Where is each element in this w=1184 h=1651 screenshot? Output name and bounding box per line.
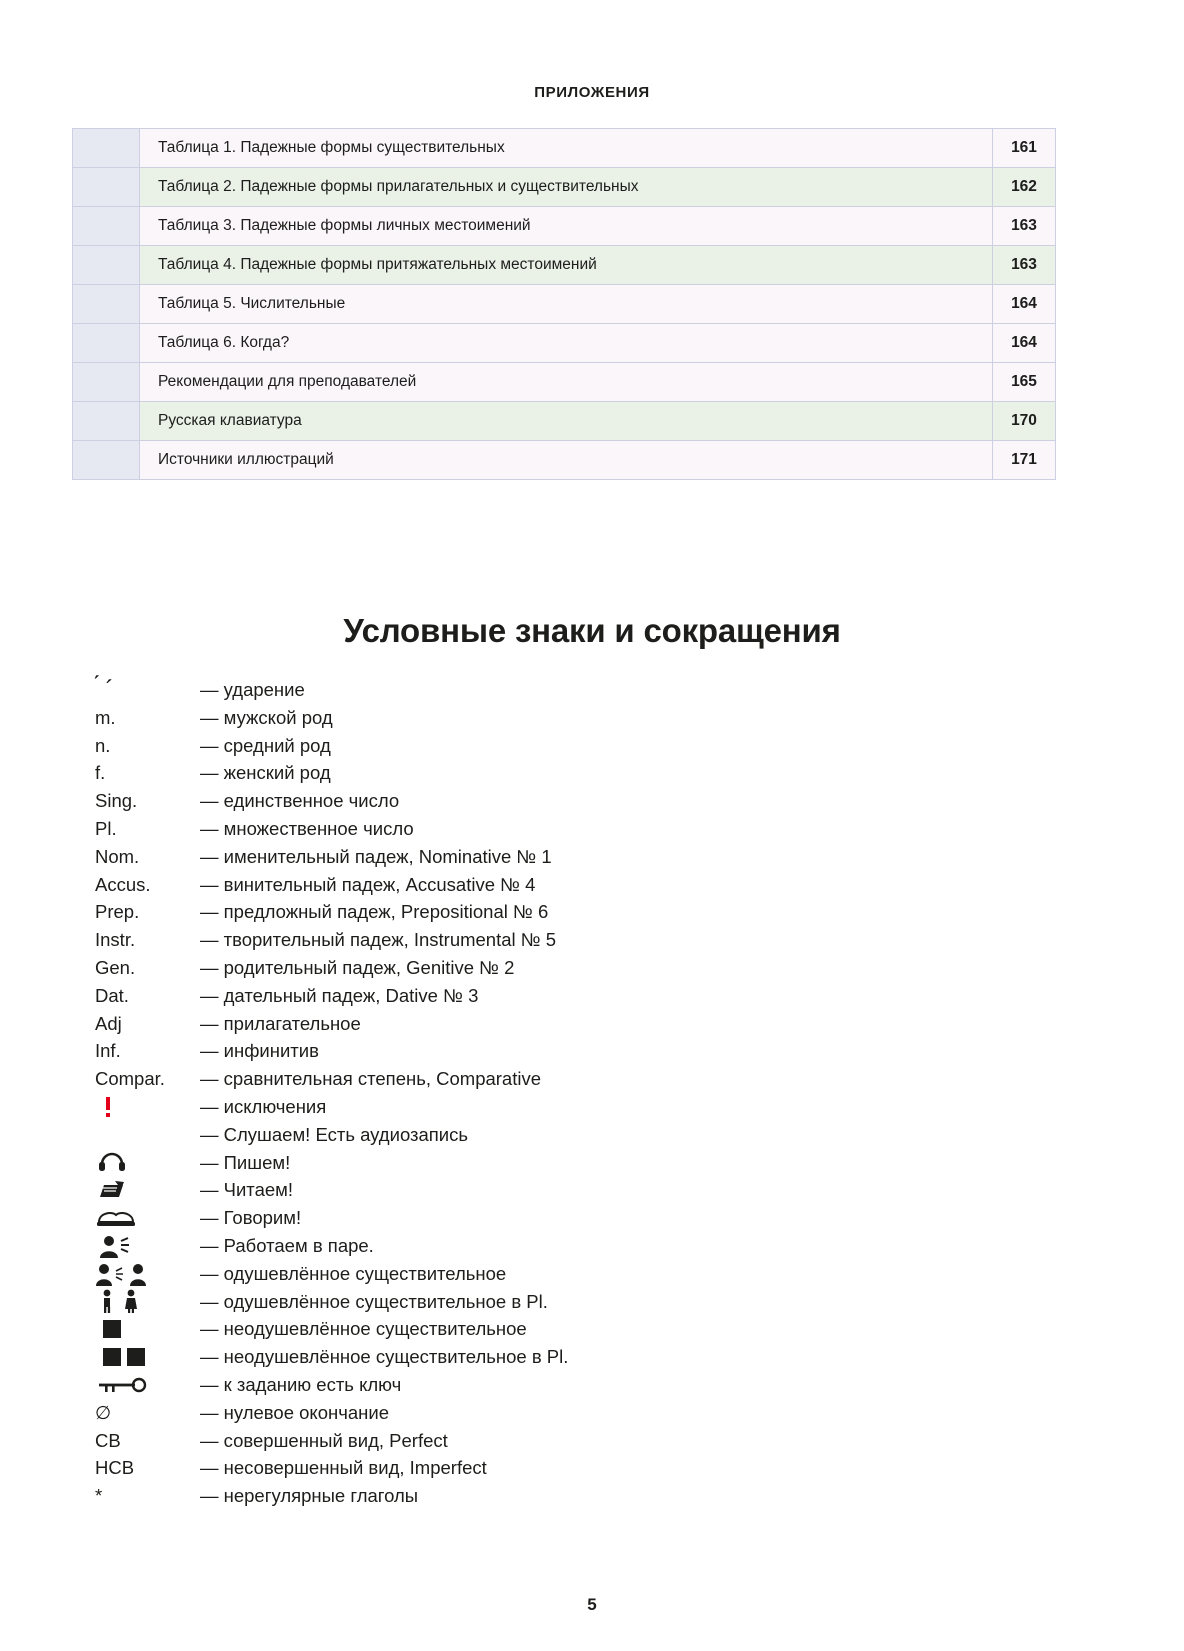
symbol-key: Gen. (95, 956, 136, 978)
symbol-key: Instr. (95, 929, 136, 951)
list-item (95, 1482, 995, 1510)
symbol-description: — именительный падеж, Nominative № 1 (200, 845, 552, 867)
symbol-description: — творительный падеж, Instrumental № 5 (200, 929, 557, 951)
symbol-description: — ударение (200, 679, 305, 700)
list-item (95, 1010, 995, 1038)
symbol-description: — средний род (200, 734, 331, 756)
symbol-description: — дательный падеж, Dative № 3 (200, 984, 479, 1006)
appendix-heading: ПРИЛОЖЕНИЯ (534, 84, 650, 101)
list-item (95, 1149, 995, 1177)
list-item (95, 1204, 995, 1232)
symbol-description: — винительный падеж, Accusative № 4 (200, 873, 536, 895)
acute-accent-icon: ́ ´ (99, 675, 114, 703)
symbol-description: — одушевлённое существительное в Pl. (200, 1290, 548, 1312)
symbol-description: — Пишем! (200, 1151, 291, 1173)
list-item (95, 1399, 995, 1427)
symbol-key: НСВ (95, 1457, 135, 1479)
symbols-section-title: Условные знаки и сокращения (343, 612, 841, 649)
exclamation-red-icon (95, 1093, 200, 1121)
list-item (95, 1343, 995, 1371)
toc-entry-title: Таблица 6. Когда? (140, 324, 993, 363)
list-item (95, 871, 995, 899)
symbol-description: — Говорим! (200, 1207, 302, 1229)
audio-icon (95, 1121, 200, 1149)
list-item (95, 1288, 995, 1316)
toc-entry-page: 162 (993, 168, 1056, 207)
symbol-key: m. (95, 706, 116, 728)
symbol-description: — одушевлённое существительное (200, 1262, 507, 1284)
list-item (95, 843, 995, 871)
toc-entry-title: Таблица 3. Падежные формы личных местоимений (140, 207, 993, 246)
table-row[interactable] (73, 363, 1056, 402)
symbol-description: — к заданию есть ключ (200, 1373, 402, 1395)
toc-body (73, 129, 1056, 480)
toc-entry-page: 165 (993, 363, 1056, 402)
row-marker (73, 324, 140, 363)
symbol-key: Nom. (95, 845, 140, 867)
list-item (95, 954, 995, 982)
symbol-description: — исключения (200, 1095, 327, 1117)
toc-entry-title: Таблица 4. Падежные формы притяжательных местоимений (140, 246, 993, 285)
toc-entry-page: 170 (993, 402, 1056, 441)
list-item (95, 759, 995, 787)
key-icon (95, 1371, 200, 1399)
list-item (95, 1176, 995, 1204)
symbol-description: — Читаем! (200, 1179, 294, 1201)
toc-entry-title: Таблица 1. Падежные формы существительных (140, 129, 993, 168)
toc-entry-page: 163 (993, 246, 1056, 285)
symbol-description: — совершенный вид, Perfect (200, 1429, 448, 1451)
double-square-icon (95, 1343, 200, 1371)
symbol-description: — мужской род (200, 706, 333, 728)
symbol-key: СВ (95, 1429, 121, 1451)
symbol-key: f. (95, 762, 106, 784)
row-marker (73, 207, 140, 246)
writing-hand-icon (95, 1176, 200, 1204)
page-number: 5 (587, 1595, 597, 1614)
symbol-description: — неодушевлённое существительное (200, 1318, 527, 1340)
row-marker (73, 402, 140, 441)
list-item (95, 1093, 995, 1121)
list-item (95, 1121, 995, 1149)
two-heads-talking-icon (95, 1260, 200, 1288)
two-people-icon (95, 1288, 200, 1316)
open-book-icon (95, 1204, 200, 1232)
symbol-description: — несовершенный вид, Imperfect (200, 1457, 487, 1479)
speaking-head-icon (95, 1232, 200, 1260)
symbol-key: Pl. (95, 817, 117, 839)
list-item (95, 732, 995, 760)
toc-entry-title: Таблица 5. Числительные (140, 285, 993, 324)
symbol-key: Accus. (95, 873, 151, 895)
table-row[interactable] (73, 129, 1056, 168)
toc-entry-page: 164 (993, 285, 1056, 324)
symbol-description: — прилагательное (200, 1012, 361, 1034)
empty-set-icon: ∅ (95, 1401, 112, 1423)
asterisk-icon: * (95, 1485, 103, 1507)
toc-entry-page: 163 (993, 207, 1056, 246)
symbol-description: — инфинитив (200, 1040, 319, 1062)
symbol-key: Prep. (95, 901, 140, 923)
toc-entry-title: Источники иллюстраций (140, 441, 993, 480)
symbol-key: Compar. (95, 1068, 165, 1090)
toc-entry-title: Русская клавиатура (140, 402, 993, 441)
row-marker (73, 441, 140, 480)
row-marker (73, 246, 140, 285)
symbol-description: — единственное число (200, 790, 400, 812)
row-marker (73, 168, 140, 207)
symbol-description: — родительный падеж, Genitive № 2 (200, 956, 515, 978)
table-row[interactable] (73, 324, 1056, 363)
symbol-description: — Работаем в паре. (200, 1234, 374, 1256)
symbol-key: Sing. (95, 790, 138, 812)
row-marker (73, 363, 140, 402)
row-marker (73, 285, 140, 324)
list-item (95, 1371, 995, 1399)
toc-entry-title: Таблица 2. Падежные формы прилагательных и существительных (140, 168, 993, 207)
symbol-description: — предложный падеж, Prepositional № 6 (200, 901, 549, 923)
symbols-list (95, 676, 995, 1510)
list-item (95, 1260, 995, 1288)
toc-entry-page: 161 (993, 129, 1056, 168)
table-of-contents (72, 128, 1056, 480)
list-item (95, 1454, 995, 1482)
symbol-description: — неодушевлённое существительное в Pl. (200, 1346, 569, 1368)
toc-entry-page: 164 (993, 324, 1056, 363)
list-item (95, 1427, 995, 1455)
symbol-key: Adj (95, 1012, 122, 1034)
table-row[interactable] (73, 441, 1056, 480)
list-item (95, 787, 995, 815)
list-item (95, 1232, 995, 1260)
symbol-description: — женский род (200, 762, 331, 784)
table-row[interactable] (73, 402, 1056, 441)
list-item (95, 676, 995, 704)
table-row[interactable] (73, 207, 1056, 246)
list-item (95, 1037, 995, 1065)
list-item (95, 704, 995, 732)
table-row[interactable] (73, 168, 1056, 207)
toc-entry-title: Рекомендации для преподавателей (140, 363, 993, 402)
list-item (95, 898, 995, 926)
list-item (95, 1065, 995, 1093)
list-item (95, 1315, 995, 1343)
symbol-description: — нерегулярные глаголы (200, 1485, 419, 1507)
symbol-description: — сравнительная степень, Comparative (200, 1068, 542, 1090)
table-row[interactable] (73, 285, 1056, 324)
list-item (95, 815, 995, 843)
symbol-key: Inf. (95, 1040, 121, 1062)
symbol-description: — нулевое окончание (200, 1401, 389, 1423)
list-item (95, 926, 995, 954)
single-square-icon (95, 1315, 200, 1343)
list-item (95, 982, 995, 1010)
headphones-icon (95, 1149, 200, 1177)
toc-entry-page: 171 (993, 441, 1056, 480)
symbol-description: — Слушаем! Есть аудиозапись (200, 1123, 469, 1145)
symbol-key: n. (95, 734, 111, 756)
table-row[interactable] (73, 246, 1056, 285)
symbol-description: — множественное число (200, 817, 414, 839)
symbol-key: Dat. (95, 984, 129, 1006)
row-marker (73, 129, 140, 168)
